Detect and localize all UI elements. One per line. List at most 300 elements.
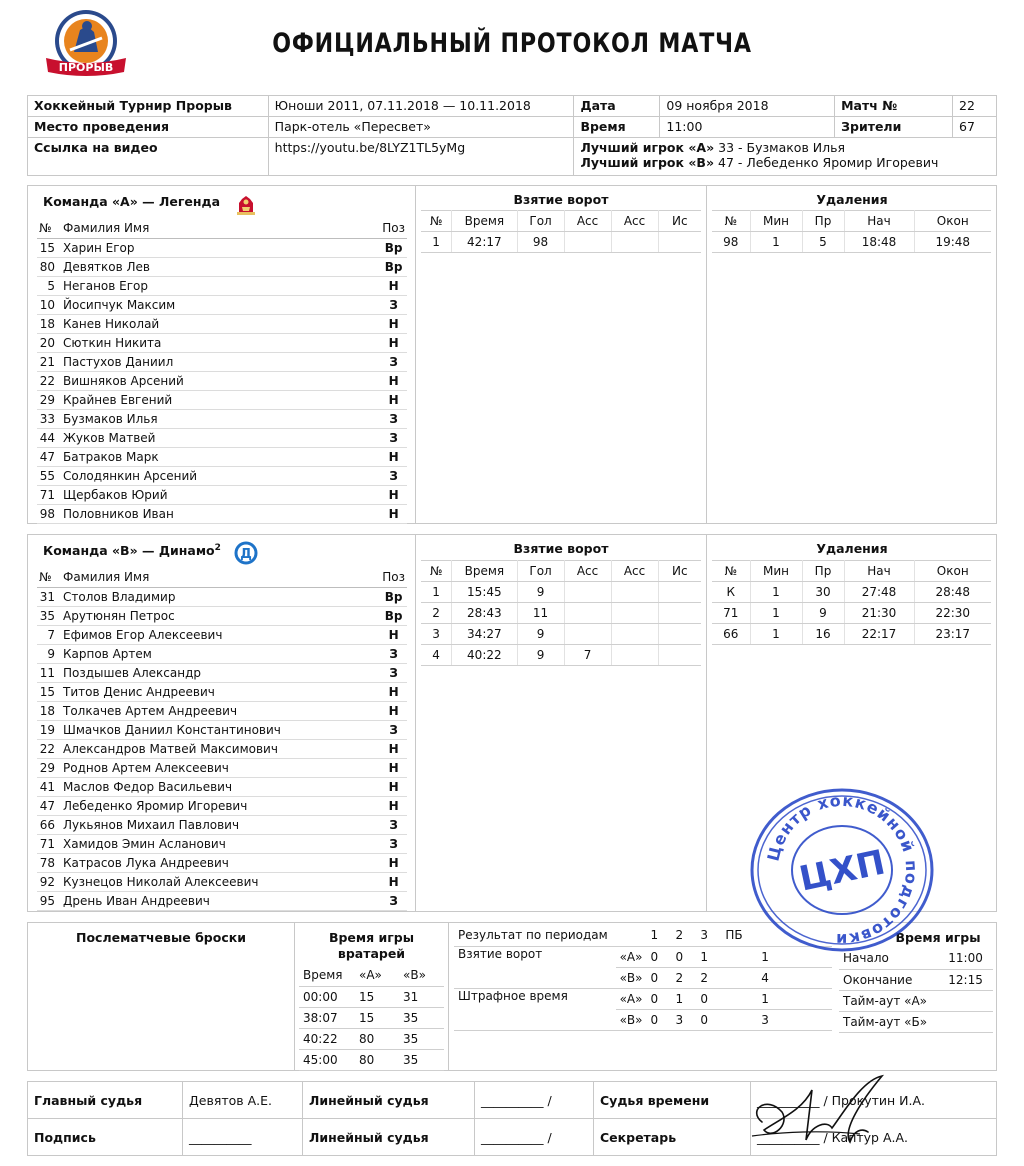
table-cell: З [380,720,407,739]
table-cell: З [380,428,407,447]
table-cell: 19 [37,720,61,739]
table-cell: 29 [37,758,61,777]
column-header: Время [299,965,355,986]
table-cell: 16 [802,624,844,645]
table-cell: 20 [37,333,61,352]
table-cell: 1 [421,582,452,603]
table-cell [658,232,701,253]
goal-row [421,624,701,645]
line-ref-label: Линейный судья [303,1082,475,1119]
table-cell: Н [380,796,407,815]
player-row [37,390,407,409]
team-a-title-text: Команда «А» — Легенда [43,194,221,209]
column-header: Асс [611,211,658,232]
period-value: 0 [696,1009,721,1030]
period-value: 3 [671,1009,696,1030]
table-cell: Вр [380,606,407,625]
line-ref2-value: __________ / [475,1119,594,1156]
table-cell: Н [380,739,407,758]
table-cell: Титов Денис Андреевич [61,682,380,701]
column-header: Пр [802,561,844,582]
team-b-goals-title: Взятие ворот [513,541,609,556]
table-cell: Солодянкин Арсений [61,466,380,485]
period-value [721,967,757,988]
table-cell: 22 [37,371,61,390]
penalty-row [712,624,991,645]
table-cell: 78 [37,853,61,872]
table-cell: 18 [37,701,61,720]
shootout-title: Послематчевые броски [75,930,246,945]
team-b-logo-icon [234,540,258,566]
date-label: Дата [574,96,660,117]
table-cell: 35 [399,1028,444,1049]
line-ref2-label: Линейный судья [303,1119,475,1156]
table-cell: 80 [37,257,61,276]
table-cell: 9 [37,644,61,663]
best-players-cell [574,138,997,176]
table-cell: 21 [37,352,61,371]
table-cell: 11:00 [944,948,993,969]
table-cell: Н [380,872,407,891]
main-ref-value: Девятов А.Е. [183,1082,303,1119]
team-a-penalties-panel [707,186,997,523]
table-cell: 9 [802,603,844,624]
player-row [37,606,407,625]
goalie-time-panel [295,923,449,1070]
column-header: № [421,211,452,232]
column-header: № [712,561,750,582]
player-row [37,796,407,815]
goalie-time-row [299,986,444,1007]
column-header: Гол [517,211,564,232]
table-cell: Бузмаков Илья [61,409,380,428]
period-value: 2 [671,967,696,988]
best-a-label: Лучший игрок «А» [580,140,715,155]
player-row [37,276,407,295]
table-cell: Тайм-аут «Б» [839,1011,944,1032]
column-header: «В» [399,965,444,986]
best-b-value: 47 - Лебеденко Яромир Игоревич [718,155,939,170]
period-value: 0 [671,946,696,967]
game-time-table [839,948,993,1033]
goalie-time-title: Время игры вратарей [328,930,415,961]
player-row [37,587,407,606]
stamp-center-text: ЦХП [795,842,889,900]
column-header: Окон [914,561,991,582]
table-cell: Дрень Иван Андреевич [61,891,380,910]
column-header: Мин [750,211,802,232]
table-cell: 66 [37,815,61,834]
goal-row [421,645,701,666]
table-cell: 41 [37,777,61,796]
table-cell: 35 [37,606,61,625]
table-cell: 9 [517,624,564,645]
team-b-section [27,534,997,912]
table-cell: 47 [37,447,61,466]
table-cell: 28:43 [452,603,517,624]
game-time-row [839,948,993,969]
team-a-section [27,185,997,524]
player-row [37,682,407,701]
period-3-header: 3 [696,925,721,946]
player-row [37,720,407,739]
table-cell: 98 [37,504,61,523]
table-cell: К [712,582,750,603]
table-cell: 2 [421,603,452,624]
column-header: № [421,561,452,582]
table-cell: 40:22 [299,1028,355,1049]
team-a-roster [37,219,407,524]
column-header: Время [452,211,517,232]
table-cell: Вр [380,257,407,276]
period-team-label: «В» [616,967,647,988]
column-header: Асс [611,561,658,582]
table-cell [564,603,611,624]
table-cell: Окончание [839,969,944,990]
team-a-goals-table [421,210,701,253]
player-row [37,333,407,352]
table-cell: 55 [37,466,61,485]
column-header: Окон [914,211,991,232]
table-cell: 92 [37,872,61,891]
team-a-logo-icon [234,193,258,217]
penalty-row [712,603,991,624]
table-cell [611,603,658,624]
period-total-header [757,925,832,946]
line-ref-value: __________ / [475,1082,594,1119]
player-row [37,739,407,758]
table-cell: 66 [712,624,750,645]
table-cell: 15 [355,986,399,1007]
table-cell: Хамидов Эмин Асланович [61,834,380,853]
period-value: 0 [646,946,671,967]
table-cell: 27:48 [844,582,914,603]
table-cell: 15 [37,682,61,701]
table-cell: Йосипчук Максим [61,295,380,314]
table-cell: Арутюнян Петрос [61,606,380,625]
table-cell: 98 [517,232,564,253]
table-cell: 28:48 [914,582,991,603]
table-cell: 95 [37,891,61,910]
roster-header-pos: Поз [380,219,407,238]
table-cell: Тайм-аут «А» [839,990,944,1011]
table-cell: Н [380,701,407,720]
period-value: 0 [696,988,721,1009]
table-cell: 80 [355,1049,399,1070]
table-cell: З [380,815,407,834]
table-cell [944,1011,993,1032]
table-cell [658,624,701,645]
team-b-goals-table [421,560,701,666]
table-cell: 15:45 [452,582,517,603]
goalie-time-table [299,965,444,1071]
team-b-penalties-table [712,560,991,645]
table-cell: 19:48 [914,232,991,253]
player-row [37,257,407,276]
table-cell: 11 [517,603,564,624]
venue-value: Парк-отель «Пересвет» [268,117,574,138]
table-cell: Лебеденко Яромир Игоревич [61,796,380,815]
period-value: 0 [646,988,671,1009]
table-cell: Канев Николай [61,314,380,333]
player-row [37,891,407,910]
table-cell: Девятков Лев [61,257,380,276]
penalty-row [712,582,991,603]
table-cell: 34:27 [452,624,517,645]
table-cell [564,232,611,253]
table-cell: 71 [37,485,61,504]
period-value: 0 [646,967,671,988]
table-cell [658,603,701,624]
table-cell: 40:22 [452,645,517,666]
table-cell: 71 [37,834,61,853]
table-cell [611,645,658,666]
table-cell: 33 [37,409,61,428]
video-link-text[interactable]: https://youtu.be/8LYZ1TL5yMg [274,140,466,155]
table-cell: 35 [399,1007,444,1028]
team-a-roster-panel [28,186,416,523]
period-1-header: 1 [646,925,671,946]
roster-header-name: Фамилия Имя [61,568,380,587]
table-cell: 98 [712,232,750,253]
team-a-penalties-table [712,210,991,253]
table-cell: Н [380,758,407,777]
table-cell: З [380,352,407,371]
table-cell: 1 [750,603,802,624]
table-cell: З [380,409,407,428]
game-time-panel [839,923,997,1070]
table-cell: Н [380,390,407,409]
column-header: Пр [802,211,844,232]
player-row [37,644,407,663]
period-team-label: «А» [616,988,647,1009]
team-a-goals-title: Взятие ворот [513,192,609,207]
table-cell: Н [380,371,407,390]
svg-text:Д: Д [240,547,252,562]
table-cell: 38:07 [299,1007,355,1028]
period-so-header: ПБ [721,925,757,946]
table-cell: Крайнев Евгений [61,390,380,409]
table-cell [611,624,658,645]
team-b-goals-panel [416,535,707,911]
period-2-header: 2 [671,925,696,946]
table-cell: 18 [37,314,61,333]
period-value [721,1009,757,1030]
table-cell: 5 [37,276,61,295]
video-link[interactable] [268,138,574,176]
table-cell [564,624,611,645]
match-value: 22 [953,96,997,117]
match-info-table [27,95,997,176]
table-cell: Н [380,625,407,644]
player-row [37,352,407,371]
table-cell: 9 [517,645,564,666]
player-row [37,758,407,777]
video-label: Ссылка на видео [28,138,269,176]
team-b-title-text: Команда «В» — Динамо [43,543,215,559]
table-cell: 22:30 [914,603,991,624]
player-row [37,701,407,720]
spectators-label: Зрители [835,117,953,138]
table-cell: 10 [37,295,61,314]
table-cell: 5 [802,232,844,253]
best-a-value: 33 - Бузмаков Илья [718,140,846,155]
table-cell: Александров Матвей Максимович [61,739,380,758]
table-cell: Н [380,853,407,872]
table-cell: 1 [421,232,452,253]
table-cell: З [380,891,407,910]
time-label: Время [574,117,660,138]
table-cell: Н [380,276,407,295]
period-team-label: «В» [616,1009,647,1030]
player-row [37,409,407,428]
goalie-time-row [299,1007,444,1028]
team-b-roster [37,568,407,911]
team-b-title [43,543,221,558]
player-row [37,853,407,872]
table-cell: 42:17 [452,232,517,253]
roster-header-num: № [37,568,61,587]
period-value: 1 [671,988,696,1009]
table-cell: З [380,834,407,853]
table-cell: Вр [380,238,407,257]
table-cell: 1 [750,232,802,253]
period-total: 3 [757,1009,832,1030]
table-cell: 12:15 [944,969,993,990]
table-cell: 11 [37,663,61,682]
table-cell: 15 [37,238,61,257]
secretary-label: Секретарь [594,1119,751,1156]
table-cell: Начало [839,948,944,969]
table-cell: Маслов Федор Васильевич [61,777,380,796]
time-value: 11:00 [660,117,835,138]
table-cell: 30 [802,582,844,603]
table-cell [658,645,701,666]
roster-header-name: Фамилия Имя [61,219,380,238]
spectators-value: 67 [953,117,997,138]
team-b-penalties-title: Удаления [816,541,888,556]
table-cell: Неганов Егор [61,276,380,295]
summary-section [27,922,997,1071]
table-cell: 00:00 [299,986,355,1007]
player-row [37,466,407,485]
team-a-title [43,194,220,209]
period-value: 0 [646,1009,671,1030]
table-cell [564,582,611,603]
table-cell [611,232,658,253]
player-row [37,314,407,333]
table-cell: 9 [517,582,564,603]
stamp-ring-text: Центр хоккейной подготовки [763,790,922,950]
player-row [37,777,407,796]
table-cell: З [380,295,407,314]
team-b-roster-panel [28,535,416,911]
table-cell: Вр [380,587,407,606]
column-header: Ис [658,211,701,232]
column-header: Гол [517,561,564,582]
table-cell: 21:30 [844,603,914,624]
period-total: 4 [757,967,832,988]
table-cell: Роднов Артем Алексеевич [61,758,380,777]
player-row [37,371,407,390]
signature-value: __________ [183,1119,303,1156]
goal-row [421,603,701,624]
table-cell: Половников Иван [61,504,380,523]
periods-panel [449,923,839,1070]
table-cell: Н [380,504,407,523]
venue-label: Место проведения [28,117,269,138]
player-row [37,238,407,257]
table-cell: 23:17 [914,624,991,645]
table-cell: 1 [750,582,802,603]
goal-row [421,582,701,603]
secretary-value: __________ / Каптур А.А. [751,1119,997,1156]
shootout-panel [28,923,295,1070]
page-title: ОФИЦИАЛЬНЫЙ ПРОТОКОЛ МАТЧА [272,28,752,59]
column-header: Нач [844,561,914,582]
player-row [37,447,407,466]
column-header: Асс [564,561,611,582]
periods-penalty-label: Штрафное время [454,988,616,1030]
period-total: 1 [757,946,832,967]
tournament-value: Юноши 2011, 07.11.2018 — 10.11.2018 [268,96,574,117]
periods-goals-label: Взятие ворот [454,946,616,988]
table-cell: З [380,644,407,663]
table-cell: Щербаков Юрий [61,485,380,504]
table-cell: З [380,466,407,485]
column-header: Ис [658,561,701,582]
table-cell: Н [380,333,407,352]
game-time-row [839,1011,993,1032]
table-cell: 31 [37,587,61,606]
period-total: 1 [757,988,832,1009]
table-cell: 7 [37,625,61,644]
column-header: Мин [750,561,802,582]
table-cell: 4 [421,645,452,666]
time-judge-label: Судья времени [594,1082,751,1119]
player-row [37,815,407,834]
period-value [721,946,757,967]
periods-title: Результат по периодам [454,925,616,946]
logo-text: ПРОРЫВ [58,61,114,74]
player-row [37,295,407,314]
table-cell: Карпов Артем [61,644,380,663]
game-time-title: Время игры [895,930,981,945]
table-cell: Столов Владимир [61,587,380,606]
table-cell: 80 [355,1028,399,1049]
game-time-row [839,990,993,1011]
table-cell: Сюткин Никита [61,333,380,352]
table-cell: Кузнецов Николай Алексеевич [61,872,380,891]
table-cell: Жуков Матвей [61,428,380,447]
penalty-row [712,232,991,253]
table-cell: 15 [355,1007,399,1028]
table-cell: Н [380,314,407,333]
goal-row [421,232,701,253]
roster-header-pos: Поз [380,568,407,587]
table-cell: 31 [399,986,444,1007]
column-header: № [712,211,750,232]
table-cell: Н [380,447,407,466]
player-row [37,504,407,523]
best-b-label: Лучший игрок «В» [580,155,715,170]
table-cell: 45:00 [299,1049,355,1070]
game-time-row [839,969,993,990]
roster-header-num: № [37,219,61,238]
table-cell [944,990,993,1011]
table-cell: Н [380,777,407,796]
team-a-goals-panel [416,186,707,523]
